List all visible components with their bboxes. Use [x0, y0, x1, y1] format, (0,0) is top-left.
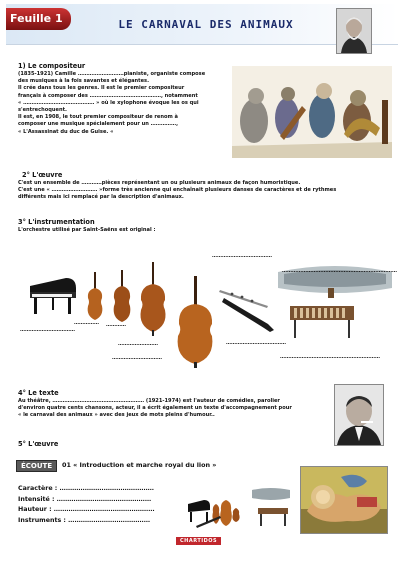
oeuvre-text	[18, 180, 396, 202]
blank-piano: ……………………………	[20, 327, 75, 333]
listening-fields	[18, 484, 155, 526]
page-title: LE CARNAVAL DES ANIMAUX	[118, 18, 294, 31]
field-intensite: Intensité : ………………………………………	[18, 495, 152, 503]
sheet-label: Feuille 1	[6, 8, 71, 30]
blank-timpani: ………………………………	[212, 253, 272, 259]
violin-illustration	[84, 272, 106, 322]
blank-glass-harmonica: ……………………………………………………………	[282, 268, 397, 274]
text-line: composer une musique spécialement pour un ……………,	[18, 121, 179, 128]
footer-stamp-label: CHARTIDOS	[180, 538, 218, 544]
listen-badge-label: ÉCOUTE	[21, 462, 53, 470]
text-line: s'entrechoquent.	[18, 107, 67, 114]
section3-heading: 3° L'instrumentation	[18, 218, 95, 226]
footer-stamp	[176, 537, 221, 545]
texte-paragraph	[18, 398, 330, 420]
text-line: « le carnaval des animaux » avec des jeux de mots pleins d'humour..	[18, 412, 215, 419]
blank-clarinet: ………………………………	[226, 340, 286, 346]
field-instruments: Instruments : …………………………………	[18, 516, 151, 524]
instruments-collage	[186, 486, 296, 530]
clarinet-illustration	[222, 294, 278, 334]
field-hauteur: Hauteur : …………………………………………	[18, 506, 155, 513]
blank-double-bass: …………………………	[112, 355, 162, 361]
blank-viola: …………	[106, 322, 126, 328]
text-line: Il crée dans tous les genres. Il est le premier compositeur	[18, 85, 185, 92]
text-line: différents mais ici remplacé par la description d'animaux.	[18, 194, 184, 201]
glass-harmonica-illustration	[274, 258, 396, 298]
composer-text	[18, 71, 228, 136]
section5-heading: 5° L'œuvre	[18, 440, 59, 448]
text-line: d'environ quatre cents chansons, acteur, il a écrit également un texte d'accompagnement pour	[18, 405, 292, 412]
text-line: des musiques à la fois savantes et élégantes.	[18, 78, 150, 85]
section1-heading: 1) Le compositeur	[18, 62, 86, 70]
instrumentation-intro: L'orchestre utilisé par Saint-Saëns est original :	[18, 227, 156, 233]
listen-badge	[16, 460, 57, 472]
text-line: C'est une « ……………………… »forme très ancienne qui enchaînait plusieurs danses de caractères et de rythmes	[18, 187, 337, 194]
animal-orchestra-illustration	[232, 66, 392, 158]
track-title: 01 « Introduction et marche royal du lion »	[62, 461, 217, 469]
blank-violin: ……………	[74, 320, 99, 326]
text-line: « …………………………………… » où le xylophone évoque les os qui	[18, 99, 199, 106]
blank-xylophone: ……………………………………………………	[280, 354, 380, 360]
field-caractere: Caractère : ………………………………………	[18, 485, 154, 492]
xylophone-illustration	[284, 298, 360, 338]
text-line: « L'Assassinat du duc de Guise. «	[18, 128, 114, 135]
section4-heading: 4° Le texte	[18, 389, 59, 397]
text-line: Il est, en 1908, le tout premier compositeur de renom à	[18, 114, 178, 121]
piano-illustration	[26, 268, 78, 316]
composer-portrait	[336, 8, 372, 54]
cello-illustration	[136, 262, 170, 336]
lion-painting	[300, 466, 388, 534]
section2-heading: 2° L'œuvre	[22, 171, 63, 179]
text-line: (1835-1921) Camille ………………………pianiste, organiste compose	[18, 71, 206, 77]
text-line: français à composer des ……………………………………, notamment	[18, 92, 198, 99]
blank-cello: ……………………	[118, 341, 158, 347]
author-portrait	[334, 384, 384, 446]
double-bass-illustration	[172, 276, 218, 368]
viola-illustration	[110, 270, 134, 324]
text-line: Au théâtre, ……………………………………………… (1921-1974) est l'auteur de comédies, parolier	[18, 398, 280, 404]
text-line: C'est un ensemble de …………pièces représentant un ou plusieurs animaux de façon humoristique.	[18, 180, 301, 186]
